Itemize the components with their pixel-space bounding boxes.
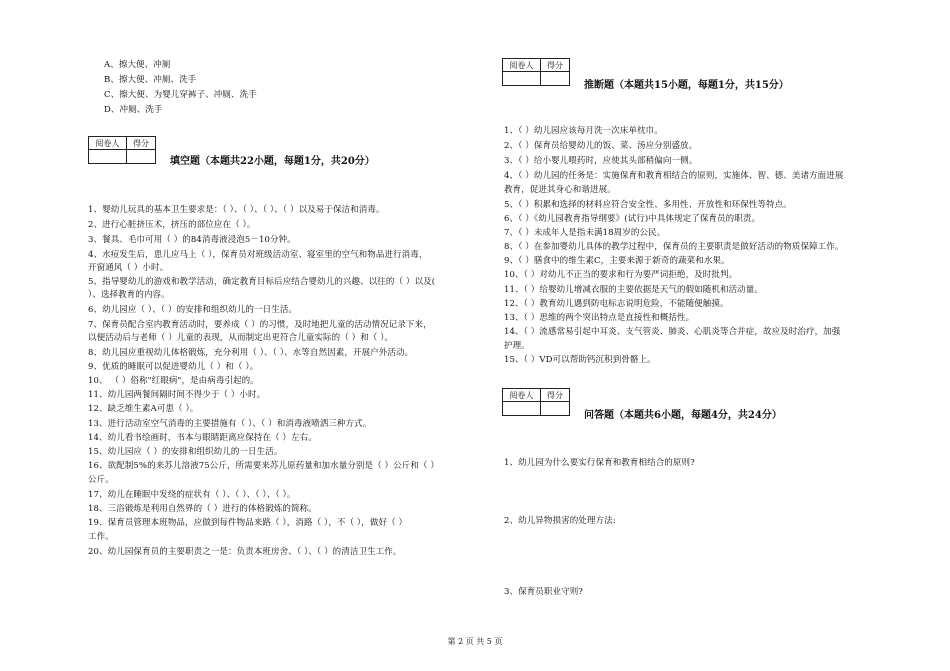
fill-line: 13、进行活动室空气消毒的主要措施有（ ）、（ ）和消毒液喷洒三种方式。 <box>88 419 372 429</box>
fill-line: 2、进行心脏挤压术，挤压的部位应在（ ）。 <box>88 220 256 230</box>
judge-line: 5、（ ）积累和选择的材料应符合安全性、多用性、开放性和环保性等特点。 <box>504 200 792 210</box>
fill-line: ）、选择教育的内容。 <box>88 290 170 300</box>
judge-line: 教育，促进其身心和谐进展。 <box>504 185 616 195</box>
fill-line: 5、指导婴幼儿的游戏和教学活动，确定教育目标后应结合婴幼儿的兴趣、以往的（ ）以及( <box>88 277 436 287</box>
fill-line: 7、保育员配合室内教育活动时，要养成（ ）的习惯，及时地把儿童的活动情况记录下来， <box>88 320 432 330</box>
score-box-score-cell[interactable] <box>127 150 156 164</box>
score-box-score-cell[interactable] <box>541 72 570 86</box>
judge-line: 15、（ ）VD可以帮助钙沉积到骨骼上。 <box>504 355 656 365</box>
qa-score-box <box>502 388 570 416</box>
fill-line: 20、幼儿园保育员的主要职责之一是：负责本班房舍、（ ）、（ ）的清洁卫生工作。 <box>88 547 402 557</box>
judge-line: 护理。 <box>504 341 530 351</box>
mc-option-c: C、擦大便、为婴儿穿裤子、冲厕、洗手 <box>104 90 257 100</box>
score-box-grader-label: 阅卷人 <box>89 137 127 150</box>
judge-line: 11、（ ）给婴幼儿增减衣服的主要依据是天气的假如随机和活动量。 <box>504 285 763 295</box>
qa-section-title: 问答题（本题共6小题，每题4分，共24分） <box>584 410 782 421</box>
fill-line: 1、婴幼儿玩具的基本卫生要求是：（ ）、（ ）、（ ）、（ ）以及易于保洁和消毒。 <box>88 205 385 215</box>
judge-score-box <box>502 58 570 86</box>
fill-line: 6、幼儿园应（ ）、（ ）的安排和组织幼儿的一日生活。 <box>88 305 298 315</box>
judge-line: 7、（ ）未成年人是指未满18周岁的公民。 <box>504 228 666 238</box>
fill-line: 工作。 <box>88 532 114 542</box>
qa-question: 1、幼儿园为什么要实行保育和教育相结合的原则? <box>504 458 695 468</box>
mc-option-d: D、冲厕、洗手 <box>104 105 163 115</box>
fill-line: 3、餐具、毛巾可用（ ）的84消毒液浸泡5－10分钟。 <box>88 235 296 245</box>
score-box-grader-label: 阅卷人 <box>503 59 541 72</box>
judge-line: 12、（ ）教育幼儿遇到防电标志说明危险，不能随便触摸。 <box>504 299 729 309</box>
judge-section-title: 推断题（本题共15小题，每题1分，共15分） <box>584 80 789 91</box>
judge-line: 10、（ ）对幼儿不正当的要求和行为要严词拒绝，及时批判。 <box>504 270 738 280</box>
score-box-grader-cell[interactable] <box>503 72 541 86</box>
fill-line: 16、欲配制5%的来苏儿溶液75公斤，所需要来苏儿原药量和加水量分别是（ ）公斤和（ ） <box>88 461 439 471</box>
qa-question: 3、保育员职业守则? <box>504 587 583 597</box>
fill-line: 19、保育员管理本班物品，应做到每件物品来路（ ），消路（ ），不（ ），做好（ ） <box>88 518 408 528</box>
judge-line: 1、（ ）幼儿园应该每月洗一次床单枕巾。 <box>504 126 663 136</box>
fill-line: 开窗通风（ ）小时。 <box>88 263 169 273</box>
fill-line: 公斤。 <box>88 475 114 485</box>
score-box-score-label: 得分 <box>541 389 570 402</box>
mc-option-b: B、擦大便、冲厕、洗手 <box>104 75 197 85</box>
fill-line: 14、幼儿看书绘画时，书本与眼睛距离应保持在（ ）左右。 <box>88 433 317 443</box>
judge-line: 2、（ ）保育员给婴幼儿的饭、菜、汤应分别盛放。 <box>504 141 698 151</box>
qa-question: 2、幼儿异物损害的处理方法: <box>504 516 616 526</box>
fill-line: 以便活动后与老师（ ）儿童的表现，从而制定出更符合儿童实际的（ ）和（ ）。 <box>88 333 394 343</box>
judge-line: 13、（ ）思维的两个突出特点是直接性和概括性。 <box>504 313 695 323</box>
fill-line: 12、缺乏维生素A可患（ ）。 <box>88 404 199 414</box>
judge-line: 3、（ ）给小婴儿喂药时，应使其头部稍偏向一侧。 <box>504 156 698 166</box>
fill-line: 17、幼儿在睡眠中发绕的症状有（ ）、（ ）、（ ）、（ ）。 <box>88 490 296 500</box>
judge-line: 6、（ ）《幼儿园教育指导纲要》(试行)中具体规定了保育员的职责。 <box>504 214 761 224</box>
fill-score-box <box>88 136 156 164</box>
fill-line: 8、幼儿园应重视幼儿体格锻炼，充分利用（ ）、（ ）、水等自然因素，开展户外活动。 <box>88 348 414 358</box>
page-footer: 第 2 页 共 5 页 <box>447 637 503 646</box>
judge-line: 4、（ ）幼儿园的任务是：实施保育和教育相结合的原则，实施体、智、德、美诸方面进展 <box>504 171 844 181</box>
judge-line: 14、（ ）流感常易引起中耳炎、支气管炎、肺炎、心肌炎等合并症，故应及时治疗，加强 <box>504 327 841 337</box>
fill-line: 9、优质的睡眠可以促进婴幼儿（ ）和（ ）。 <box>88 362 259 372</box>
judge-line: 8、（ ）在参加婴幼儿具体的教学过程中，保育员的主要职责是做好活动的物质保障工作。 <box>504 242 844 252</box>
score-box-grader-cell[interactable] <box>503 402 541 416</box>
score-box-grader-label: 阅卷人 <box>503 389 541 402</box>
fill-section-title: 填空题（本题共22小题，每题1分，共20分） <box>170 156 375 167</box>
mc-option-a: A、擦大便、冲厕 <box>104 60 171 70</box>
score-box-grader-cell[interactable] <box>89 150 127 164</box>
score-box-score-cell[interactable] <box>541 402 570 416</box>
score-box-score-label: 得分 <box>127 137 156 150</box>
fill-line: 4、水痘发生后，患儿应马上（ ），保育员对班级活动室、寝室里的空气和物品进行消毒， <box>88 250 428 260</box>
fill-line: 11、幼儿园两餐间隔时间不得少于（ ）小时。 <box>88 390 266 400</box>
fill-line: 10、 （ ）俗称"红眼病"，是由病毒引起的。 <box>88 376 259 386</box>
fill-line: 18、三浴锻炼是利用自然界的（ ）进行的体格锻炼的简称。 <box>88 504 317 514</box>
fill-line: 15、幼儿园应（ ）的安排和组织幼儿的一日生活。 <box>88 447 283 457</box>
judge-line: 9、（ ）膳食中的维生素C，主要来源于新奇的蔬菜和水果。 <box>504 256 730 266</box>
score-box-score-label: 得分 <box>541 59 570 72</box>
